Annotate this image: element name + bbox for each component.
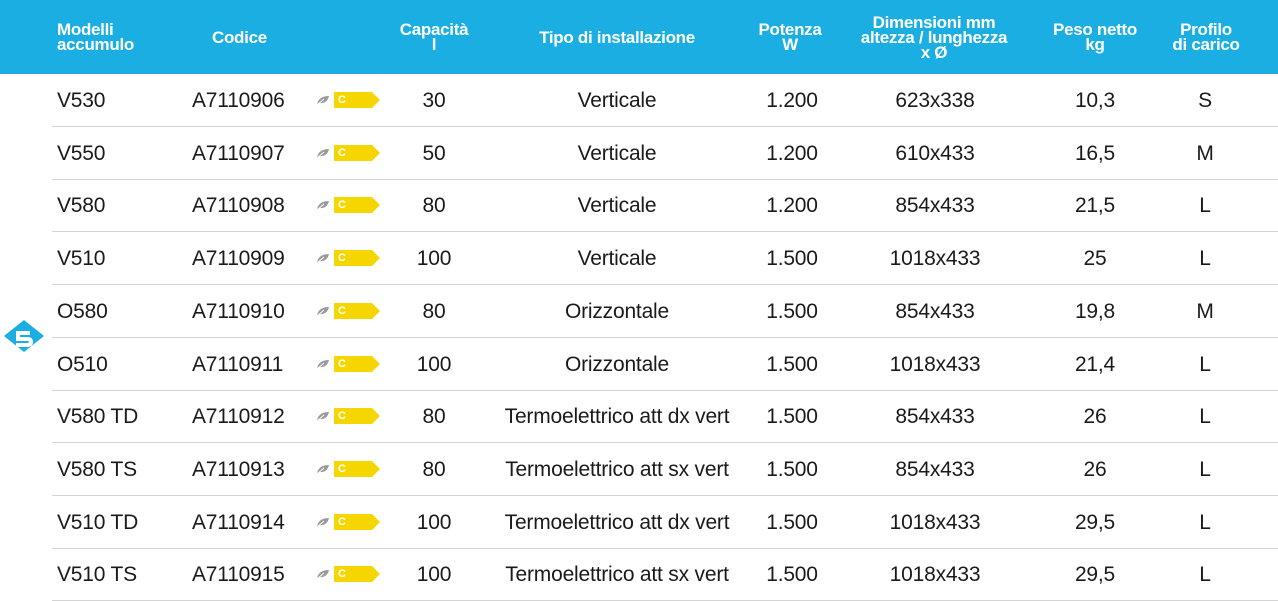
energy-class-letter: C — [338, 410, 346, 423]
energy-class-letter: C — [338, 146, 346, 159]
table-row — [0, 496, 1278, 549]
cell-weight: 19,8 — [1074, 299, 1116, 323]
cell-weight: 10,3 — [1074, 89, 1116, 112]
cell-type: Verticale — [577, 194, 657, 218]
leaf-icon — [316, 516, 330, 528]
cell-weight: 29,5 — [1074, 563, 1116, 587]
leaf-icon — [316, 94, 330, 106]
cell-power: 1.200 — [766, 194, 818, 218]
cell-dimensions: 854x433 — [895, 194, 975, 218]
cell-type: Termoelettrico att sx vert — [505, 457, 729, 481]
energy-class-letter: C — [338, 568, 346, 581]
header-peso: Peso netto kg — [1053, 20, 1137, 54]
cell-model: O580 — [57, 299, 108, 323]
cell-weight: 25 — [1083, 247, 1107, 271]
cell-code: A7110915 — [192, 563, 285, 587]
header-modelli: Modelli accumulo — [57, 20, 134, 54]
table-row — [0, 232, 1278, 285]
cell-power: 1.500 — [766, 352, 818, 376]
cell-model: V580 — [57, 194, 106, 218]
cell-profile: L — [1199, 457, 1211, 481]
cell-type: Termoelettrico att sx vert — [505, 563, 729, 587]
cell-profile: L — [1199, 563, 1211, 587]
cell-model: V580 TS — [57, 457, 137, 481]
header-potenza: Potenza W — [758, 20, 822, 54]
cell-profile: S — [1198, 89, 1212, 112]
energy-class-letter: C — [338, 515, 346, 528]
cell-model: V580 TD — [57, 405, 139, 429]
leaf-icon — [316, 358, 330, 370]
cell-dimensions: 1018x433 — [889, 510, 981, 534]
cell-model: V530 — [57, 89, 106, 112]
table-row — [0, 390, 1278, 443]
header-dimensioni: Dimensioni mm altezza / lunghezza x Ø — [860, 12, 1008, 62]
cell-profile: L — [1199, 247, 1211, 271]
cell-type: Termoelettrico att dx vert — [504, 405, 730, 429]
energy-class-label — [316, 250, 382, 266]
cell-type: Orizzontale — [564, 299, 669, 323]
header-codice: Codice — [212, 27, 267, 47]
energy-class-label — [316, 145, 382, 161]
energy-class-letter: C — [338, 94, 346, 106]
cell-code: A7110913 — [192, 457, 285, 481]
cell-dimensions: 610x433 — [895, 141, 975, 165]
cell-capacity: 80 — [422, 194, 446, 218]
cell-capacity: 50 — [422, 141, 446, 165]
cell-weight: 21,4 — [1074, 352, 1116, 376]
header-tipo: Tipo di installazione — [539, 27, 695, 47]
cell-model: V550 — [57, 141, 106, 165]
cell-dimensions: 854x433 — [895, 405, 975, 429]
energy-class-label — [316, 303, 382, 319]
cell-code: A7110907 — [192, 141, 285, 165]
cell-model: V510 TD — [57, 510, 139, 534]
table-row — [0, 338, 1278, 391]
cell-code: A7110908 — [192, 194, 285, 218]
table-row — [0, 179, 1278, 232]
cell-weight: 16,5 — [1074, 141, 1116, 165]
cell-type: Verticale — [577, 89, 657, 112]
leaf-icon — [316, 147, 330, 159]
cell-capacity: 30 — [422, 89, 446, 112]
cell-dimensions: 854x433 — [895, 299, 975, 323]
cell-model: O510 — [57, 352, 108, 376]
cell-profile: M — [1196, 141, 1214, 165]
cell-capacity: 100 — [416, 352, 452, 376]
cell-power: 1.200 — [766, 141, 818, 165]
energy-class-label — [316, 566, 382, 582]
cell-power: 1.500 — [766, 247, 818, 271]
cell-capacity: 80 — [422, 457, 446, 481]
cell-weight: 21,5 — [1074, 194, 1116, 218]
cell-weight: 26 — [1083, 405, 1107, 429]
energy-class-letter: C — [338, 462, 346, 475]
cell-power: 1.500 — [766, 457, 818, 481]
cell-code: A7110906 — [192, 89, 285, 112]
cell-type: Orizzontale — [564, 352, 669, 376]
energy-class-label — [316, 197, 382, 213]
cell-model: V510 — [57, 247, 106, 271]
cell-type: Termoelettrico att dx vert — [504, 510, 730, 534]
cell-weight: 29,5 — [1074, 510, 1116, 534]
energy-class-label — [316, 514, 382, 530]
cell-dimensions: 623x338 — [895, 89, 975, 112]
cell-dimensions: 854x433 — [895, 457, 975, 481]
table-row — [0, 443, 1278, 496]
cell-code: A7110911 — [192, 352, 284, 376]
cell-profile: L — [1199, 510, 1211, 534]
cell-capacity: 100 — [416, 510, 452, 534]
cell-profile: M — [1196, 299, 1214, 323]
header-capacita: Capacità l — [399, 20, 469, 54]
energy-class-label — [316, 461, 382, 477]
leaf-icon — [316, 568, 330, 580]
cell-power: 1.200 — [766, 89, 818, 112]
leaf-icon — [316, 199, 330, 211]
cell-type: Verticale — [577, 247, 657, 271]
cell-code: A7110914 — [192, 510, 285, 534]
energy-class-letter: C — [338, 304, 346, 317]
table-header — [0, 0, 1278, 74]
energy-class-label — [316, 408, 382, 424]
cell-code: A7110912 — [192, 405, 285, 429]
cell-dimensions: 1018x433 — [889, 563, 981, 587]
cell-code: A7110909 — [192, 247, 285, 271]
cell-capacity: 100 — [416, 247, 452, 271]
table-row — [0, 74, 1278, 127]
leaf-icon — [316, 305, 330, 317]
leaf-icon — [316, 463, 330, 475]
cell-profile: L — [1199, 352, 1211, 376]
leaf-icon — [316, 410, 330, 422]
table-row — [0, 548, 1278, 601]
cell-power: 1.500 — [766, 563, 818, 587]
cell-profile: L — [1199, 405, 1211, 429]
cell-capacity: 100 — [416, 563, 452, 587]
cell-power: 1.500 — [766, 299, 818, 323]
cell-capacity: 80 — [422, 299, 446, 323]
energy-class-letter: C — [338, 357, 346, 370]
cell-power: 1.500 — [766, 405, 818, 429]
leaf-icon — [316, 252, 330, 264]
energy-class-letter: C — [338, 252, 346, 265]
cell-model: V510 TS — [57, 563, 137, 587]
energy-class-label — [316, 356, 382, 372]
energy-class-label — [316, 92, 382, 108]
cell-profile: L — [1199, 194, 1211, 218]
brand-logo-icon — [2, 314, 46, 358]
cell-type: Verticale — [577, 141, 657, 165]
energy-class-letter: C — [338, 199, 346, 212]
cell-power: 1.500 — [766, 510, 818, 534]
cell-capacity: 80 — [422, 405, 446, 429]
table-row — [0, 285, 1278, 338]
cell-dimensions: 1018x433 — [889, 247, 981, 271]
cell-dimensions: 1018x433 — [889, 352, 981, 376]
cell-code: A7110910 — [192, 299, 285, 323]
header-profilo: Profilo di carico — [1172, 20, 1240, 54]
table-row — [0, 127, 1278, 180]
cell-weight: 26 — [1083, 457, 1107, 481]
